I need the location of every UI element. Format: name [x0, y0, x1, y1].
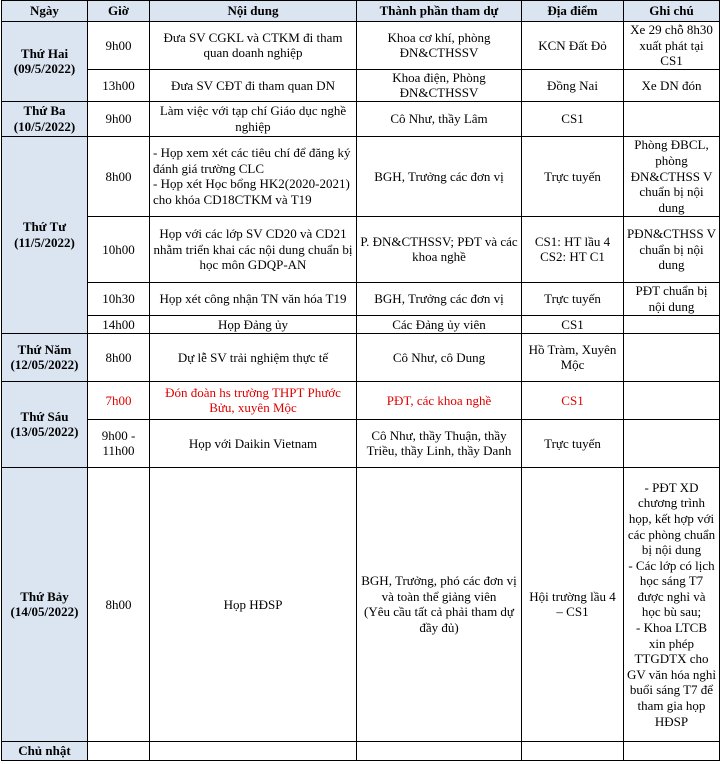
location-cell	[522, 741, 624, 760]
day-cell-tuesday	[2, 101, 88, 136]
time-cell: 10h00	[88, 216, 150, 282]
time-cell: 9h00	[88, 22, 150, 70]
header-content: Nội dung	[150, 1, 357, 22]
content-cell: Họp Đảng ủy	[150, 315, 357, 333]
note-line: - Khoa LTCB xin phép TTGDTX cho GV văn hóa nghỉ buổi sáng T7 để tham gia họp HĐSP	[627, 620, 716, 729]
content-cell: Họp với Daikin Vietnam	[150, 419, 357, 467]
location-cell: CS1	[522, 381, 624, 419]
day-cell-thursday	[2, 333, 88, 381]
content-item: - Họp xem xét các tiêu chí để đăng ký đánh giá trường CLC	[153, 145, 351, 176]
attendees-cell	[357, 467, 522, 741]
location-cell: Hội trường lầu 4 – CS1	[522, 467, 624, 741]
attendees-cell: Khoa cơ khí, phòng ĐN&CTHSSV	[357, 22, 522, 70]
location-line: CS1: HT lầu 4	[534, 233, 611, 249]
weekly-schedule-table	[1, 0, 720, 761]
attendees-cell: Khoa điện, Phòng ĐN&CTHSSV	[357, 69, 522, 101]
location-cell: Trực tuyến	[522, 282, 624, 315]
content-cell: Đón đoàn hs trường THPT Phước Bửu, xuyên Mộc	[150, 381, 357, 419]
day-date: (14/05/2022)	[10, 604, 79, 620]
attendees-cell: BGH, Trưởng các đơn vị	[357, 282, 522, 315]
table-row	[2, 69, 720, 101]
time-cell: 13h00	[88, 69, 150, 101]
day-date: (13/05/2022)	[10, 424, 79, 440]
note-line: - Các lớp có lịch học sáng T7 được nghỉ và học bù sau;	[628, 557, 715, 620]
note-cell	[624, 467, 720, 741]
table-row	[2, 101, 720, 136]
time-cell: 14h00	[88, 315, 150, 333]
header-attendees: Thành phần tham dự	[357, 1, 522, 22]
note-cell	[624, 101, 720, 136]
time-cell: 7h00	[88, 381, 150, 419]
location-cell: Đồng Nai	[522, 69, 624, 101]
content-cell: Dự lễ SV trải nghiệm thực tế	[150, 333, 357, 381]
content-cell: Họp HĐSP	[150, 467, 357, 741]
table-row	[2, 741, 720, 760]
table-row	[2, 333, 720, 381]
attendees-cell: Cô Như, thầy Thuận, thầy Triều, thầy Linh, thầy Danh	[357, 419, 522, 467]
day-name: Thứ Hai	[20, 45, 69, 61]
day-date: (10/5/2022)	[13, 118, 76, 134]
note-cell	[624, 333, 720, 381]
time-cell: 8h00	[88, 467, 150, 741]
location-cell: KCN Đất Đỏ	[522, 22, 624, 70]
content-cell: Họp xét công nhận TN văn hóa T19	[150, 282, 357, 315]
table-row	[2, 381, 720, 419]
day-name: Thứ Tư	[22, 219, 67, 235]
attendees-cell: Cô Như, thầy Lâm	[357, 101, 522, 136]
attendees-cell: PĐT, các khoa nghề	[357, 381, 522, 419]
day-cell-monday	[2, 22, 88, 102]
note-cell: PĐT chuẩn bị nội dung	[624, 282, 720, 315]
location-cell: Trực tuyến	[522, 136, 624, 216]
header-time: Giờ	[88, 1, 150, 22]
content-item: - Họp xét Học bổng HK2(2020-2021) cho khóa CD18CTKM và T19	[153, 176, 350, 208]
day-cell-sunday: Chủ nhật	[2, 741, 88, 760]
note-cell: PĐN&CTHSS V chuẩn bị nội dung	[624, 216, 720, 282]
day-date: (09/5/2022)	[13, 61, 76, 77]
day-name: Thứ Bảy	[20, 588, 69, 604]
attendees-cell: Các Đảng ủy viên	[357, 315, 522, 333]
time-cell: 10h30	[88, 282, 150, 315]
day-name: Thứ Năm	[17, 341, 72, 357]
header-location: Địa điểm	[522, 1, 624, 22]
table-row	[2, 315, 720, 333]
day-cell-wednesday	[2, 136, 88, 333]
time-cell: 8h00	[88, 333, 150, 381]
day-date: (12/05/2022)	[10, 357, 79, 373]
content-cell: Đưa SV CĐT đi tham quan DN	[150, 69, 357, 101]
time-cell: 8h00	[88, 136, 150, 216]
location-cell: CS1	[522, 101, 624, 136]
location-cell: CS1	[522, 315, 624, 333]
table-row	[2, 22, 720, 70]
content-cell	[150, 741, 357, 760]
content-cell: Đưa SV CGKL và CTKM đi tham quan doanh nghiệp	[150, 22, 357, 70]
header-note: Ghi chú	[624, 1, 720, 22]
location-cell: Trực tuyến	[522, 419, 624, 467]
content-cell	[150, 136, 357, 216]
header-day: Ngày	[2, 1, 88, 22]
location-cell	[522, 216, 624, 282]
attendees-cell: P. ĐN&CTHSSV; PĐT và các khoa nghề	[357, 216, 522, 282]
day-date: (11/5/2022)	[14, 234, 75, 250]
note-cell: Phòng ĐBCL, phòng ĐN&CTHSS V chuẩn bị nội dung	[624, 136, 720, 216]
time-cell: 9h00	[88, 101, 150, 136]
content-cell: Họp với các lớp SV CD20 và CD21 nhằm triển khai các nội dung chuẩn bị học môn GDQP-AN	[150, 216, 357, 282]
table-row	[2, 216, 720, 282]
table-row	[2, 467, 720, 741]
note-line: - PĐT XD chương trình họp, kết hợp với các phòng chuẩn bị nội dung	[627, 479, 716, 558]
note-cell	[624, 381, 720, 419]
time-cell: 9h00 - 11h00	[88, 419, 150, 467]
location-cell: Hồ Tràm, Xuyên Mộc	[522, 333, 624, 381]
day-cell-friday	[2, 381, 88, 467]
day-name: Thứ Ba	[23, 103, 66, 119]
time-cell	[88, 741, 150, 760]
attendees-cell	[357, 741, 522, 760]
note-cell	[624, 315, 720, 333]
note-cell: Xe 29 chỗ 8h30 xuất phát tại CS1	[624, 22, 720, 70]
day-cell-saturday	[2, 467, 88, 741]
attendees-cell: Cô Như, cô Dung	[357, 333, 522, 381]
attendees-line: (Yêu cầu tất cả phải tham dự đầy đủ)	[364, 604, 514, 636]
table-row	[2, 282, 720, 315]
note-cell: Xe DN đón	[624, 69, 720, 101]
attendees-cell: BGH, Trưởng các đơn vị	[357, 136, 522, 216]
location-line: CS2: HT C1	[540, 249, 605, 265]
attendees-line: BGH, Trưởng, phó các đơn vị và toàn thể giảng viên	[361, 573, 517, 604]
header-row	[2, 1, 720, 22]
table-row	[2, 419, 720, 467]
note-cell	[624, 741, 720, 760]
content-cell: Làm việc với tạp chí Giáo dục nghề nghiệp	[150, 101, 357, 136]
table-row	[2, 136, 720, 216]
day-name: Thứ Sáu	[20, 408, 69, 424]
note-cell	[624, 419, 720, 467]
